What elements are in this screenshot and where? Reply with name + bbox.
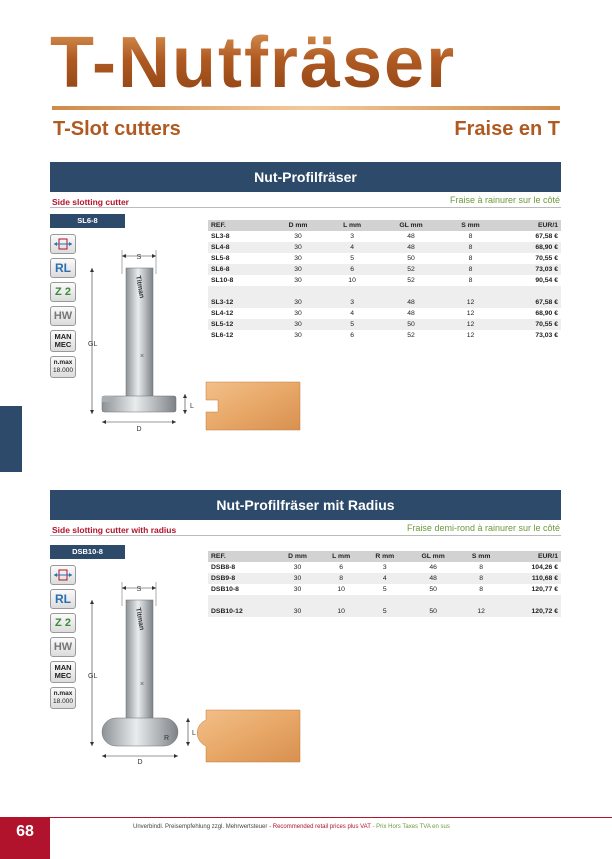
table-cell: 73,03 €: [498, 264, 561, 275]
brand-logo: Titman: [134, 275, 145, 299]
column-header: D mm: [275, 551, 319, 562]
hard-metal-icon: HW: [50, 637, 76, 657]
table-cell: 30: [294, 255, 302, 262]
dim-gl-label: GL: [88, 673, 98, 680]
table-cell: 10: [348, 277, 356, 284]
column-header: GL mm: [407, 551, 459, 562]
table-cell: 30: [294, 310, 302, 317]
table-row: [208, 606, 561, 617]
table-cell: 8: [443, 264, 497, 275]
footer-german: Unverbindl. Preisempfehlung zzgl. Mehrwertsteuer: [133, 824, 268, 830]
column-header: S mm: [459, 551, 503, 562]
table-cell: 8: [320, 573, 363, 584]
workpiece-profile: [197, 710, 300, 762]
table-cell: 5: [350, 255, 354, 262]
section2-title-bar: Nut-Profilfräser mit Radius: [50, 490, 561, 520]
table-cell: 5: [326, 319, 379, 330]
table-cell: 52: [407, 277, 415, 284]
table-cell: 10: [337, 586, 345, 593]
table-cell: 30: [271, 297, 326, 308]
table-cell: 67,58 €: [498, 297, 561, 308]
table-cell: 46: [429, 564, 437, 571]
table-row: [208, 297, 561, 308]
table-cell: 30: [275, 573, 319, 584]
table-cell: 4: [363, 573, 407, 584]
table-cell: 12: [459, 606, 503, 617]
page-number: 68: [0, 817, 50, 859]
man-label: MAN: [54, 663, 72, 672]
table-cell: 70,55 €: [498, 319, 561, 330]
table-cell: 12: [443, 319, 497, 330]
table-row: [208, 573, 561, 584]
table-cell: SL10-8: [211, 277, 234, 284]
table-cell: 48: [407, 233, 415, 240]
table-cell: 10: [320, 606, 363, 617]
table-cell: 30: [293, 586, 302, 593]
table-row: [208, 584, 561, 595]
table-cell: 3: [350, 233, 354, 240]
table-cell: SL4-12: [211, 310, 234, 317]
section1-subtitle-english: Side slotting cutter: [52, 197, 129, 207]
spacer-cell: [208, 595, 561, 606]
table-cell: 120,72 €: [503, 606, 561, 617]
dim-r-label: R: [164, 735, 170, 742]
table-cell: 3: [382, 564, 387, 571]
table-row: [208, 264, 561, 275]
section-side-tab: [0, 406, 22, 472]
table-spacer-row: [208, 595, 561, 606]
dim-s-label: S: [136, 586, 142, 593]
subtitle-french: Fraise en T: [454, 118, 560, 140]
section1-title-bar: Nut-Profilfräser: [50, 162, 561, 192]
column-header: D mm: [271, 220, 326, 231]
table-row: [208, 562, 561, 573]
column-header: EUR/1: [498, 220, 561, 231]
table-cell: 30: [294, 332, 302, 339]
table-cell: 52: [407, 332, 415, 339]
footer-separator: -: [370, 824, 377, 830]
column-header: R mm: [363, 551, 407, 562]
table-cell: 50: [379, 319, 444, 330]
table-cell: 3: [326, 297, 379, 308]
dim-s-label: S: [136, 254, 142, 261]
table-cell: DSB10-8: [211, 586, 239, 593]
brand-logo: Titman: [134, 607, 145, 631]
dim-gl-label: GL: [88, 341, 98, 348]
table-cell: 50: [407, 606, 459, 617]
table-cell: 6: [339, 564, 344, 571]
table-row: [208, 319, 561, 330]
nmax-label: n.max: [53, 359, 73, 366]
table-cell: 30: [271, 242, 326, 253]
table-cell: 8: [479, 586, 483, 593]
table-cell: 8: [459, 573, 503, 584]
table-spacer-row: [208, 286, 561, 297]
rotation-right-left-icon: RL: [50, 258, 76, 278]
section2-subtitle-french: Fraise demi-rond à rainurer sur le côté: [406, 523, 560, 533]
teeth-count-icon: Z 2: [50, 282, 76, 302]
table-cell: 6: [326, 264, 379, 275]
footer-rule: [50, 817, 612, 818]
column-header: L mm: [320, 551, 363, 562]
table-cell: 52: [379, 264, 444, 275]
section1-subtitle-french: Fraise à rainurer sur le côté: [449, 195, 560, 205]
nmax-value: 18.000: [53, 698, 73, 705]
table-cell: 12: [443, 297, 497, 308]
column-header: S mm: [443, 220, 497, 231]
footer-note: [133, 824, 450, 830]
section2-rule: [50, 535, 561, 536]
dim-l-label: L: [190, 403, 194, 410]
table-row: [208, 242, 561, 253]
table-cell: SL6-12: [211, 332, 234, 339]
shank-mark-icon: ×: [139, 353, 145, 360]
table-cell: SL5-8: [211, 255, 230, 262]
man-mec-icon: [50, 661, 76, 683]
column-header: EUR/1: [503, 551, 561, 562]
shank-icon: [50, 565, 76, 585]
table-cell: 5: [382, 586, 387, 593]
table-cell: SL5-12: [208, 319, 271, 330]
table-cell: SL3-12: [208, 297, 271, 308]
footer-english: Recommended retail prices plus VAT: [272, 824, 371, 830]
teeth-count-icon: Z 2: [50, 613, 76, 633]
table-cell: 12: [466, 310, 475, 317]
mec-label: MEC: [54, 340, 72, 349]
rotation-right-left-icon: RL: [50, 589, 76, 609]
table-cell: 90,54 €: [535, 277, 558, 284]
table-cell: 50: [429, 586, 437, 593]
table-cell: 30: [293, 564, 302, 571]
section2-product-code: DSB10-8: [50, 545, 125, 559]
table-cell: 68,90 €: [535, 310, 558, 317]
table-cell: DSB10-12: [208, 606, 275, 617]
table-cell: 6: [350, 332, 354, 339]
table-row: [208, 308, 561, 319]
table-cell: 4: [350, 310, 354, 317]
column-header: L mm: [326, 220, 379, 231]
man-mec-icon: [50, 330, 76, 352]
table-cell: SL4-8: [208, 242, 271, 253]
table-cell: 48: [407, 573, 459, 584]
workpiece-profile: [206, 382, 300, 430]
table-cell: 48: [379, 242, 444, 253]
section1-rule: [50, 207, 561, 208]
section1-price-table: [208, 220, 561, 341]
table-cell: 8: [443, 242, 497, 253]
man-label: MAN: [54, 332, 72, 341]
table-cell: SL6-8: [208, 264, 271, 275]
table-header-row: [208, 551, 561, 562]
table-cell: 8: [468, 277, 473, 284]
title-underline: [52, 106, 560, 110]
subtitle-english: T-Slot cutters: [53, 118, 181, 140]
footer-separator: -: [267, 824, 273, 830]
section2-price-table: [208, 551, 561, 617]
mec-label: MEC: [54, 671, 72, 680]
section1-product-code: SL6-8: [50, 214, 125, 228]
section1-feature-icons: [50, 234, 76, 382]
column-header: REF.: [208, 551, 275, 562]
table-cell: 120,77 €: [531, 586, 558, 593]
table-cell: 30: [294, 233, 302, 240]
table-cell: DSB8-8: [211, 564, 236, 571]
table-row: [208, 231, 561, 242]
table-cell: SL3-8: [211, 233, 230, 240]
table-cell: 48: [407, 310, 415, 317]
spacer-cell: [208, 286, 561, 297]
table-cell: 12: [466, 332, 475, 339]
table-cell: 67,58 €: [535, 233, 558, 240]
shank-mark-icon: ×: [139, 681, 145, 688]
table-header-row: [208, 220, 561, 231]
table-cell: 4: [326, 242, 379, 253]
table-cell: 5: [363, 606, 407, 617]
dim-l-label: L: [192, 730, 196, 737]
table-cell: 48: [379, 297, 444, 308]
table-cell: 110,68 €: [503, 573, 561, 584]
table-row: [208, 253, 561, 264]
table-cell: 68,90 €: [498, 242, 561, 253]
hard-metal-icon: HW: [50, 306, 76, 326]
dim-d-label: D: [136, 426, 142, 433]
table-cell: 30: [271, 319, 326, 330]
table-row: [208, 275, 561, 286]
max-speed-icon: [50, 356, 76, 378]
nmax-value: 18.000: [53, 367, 73, 374]
page-title: T-Nutfräser: [50, 22, 570, 104]
max-speed-icon: [50, 687, 76, 709]
table-cell: 73,03 €: [535, 332, 558, 339]
table-cell: DSB9-8: [208, 573, 275, 584]
table-cell: 30: [275, 606, 319, 617]
table-cell: 8: [468, 255, 473, 262]
section2-feature-icons: [50, 565, 76, 713]
nmax-label: n.max: [53, 690, 73, 697]
footer-french: Prix Hors Taxes TVA en sus: [376, 824, 450, 830]
dim-d-label: D: [137, 759, 143, 766]
table-row: [208, 330, 561, 341]
table-cell: 30: [294, 277, 302, 284]
shank-icon: [50, 234, 76, 254]
table-cell: 50: [407, 255, 415, 262]
table-cell: 8: [479, 564, 483, 571]
section2-subtitle-english: Side slotting cutter with radius: [52, 525, 177, 535]
table-cell: 70,55 €: [535, 255, 558, 262]
column-header: REF.: [208, 220, 271, 231]
table-cell: 30: [271, 264, 326, 275]
table-cell: 104,26 €: [531, 564, 558, 571]
table-cell: 8: [468, 233, 473, 240]
column-header: GL mm: [379, 220, 444, 231]
